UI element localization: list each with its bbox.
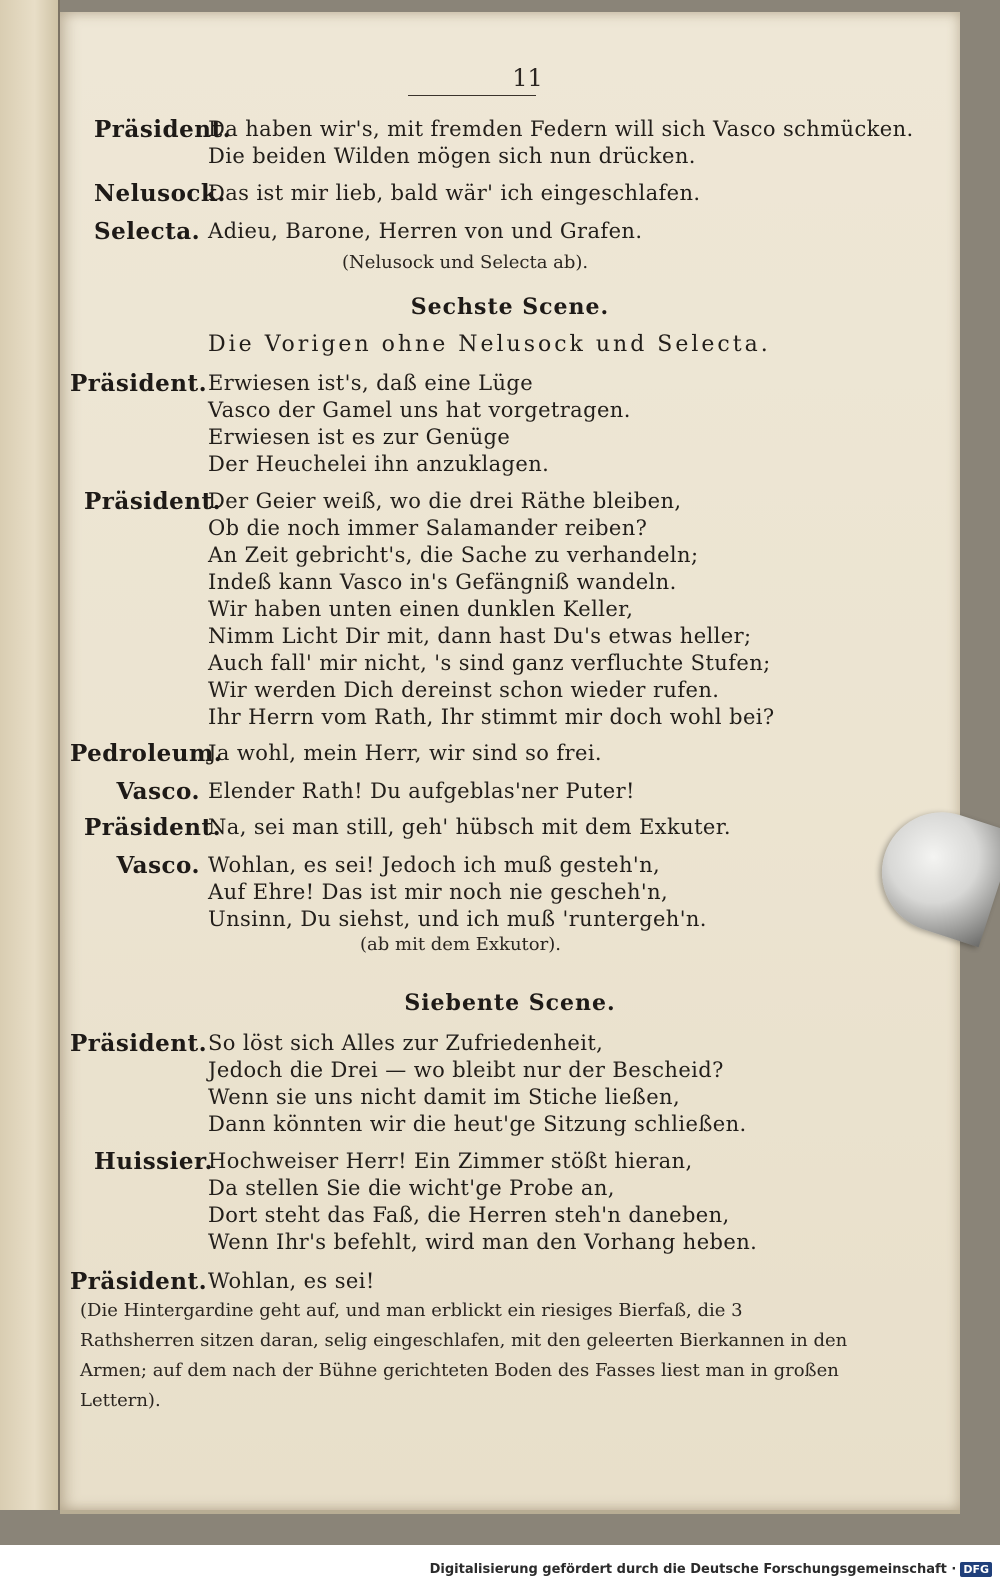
speaker-name: Selecta. bbox=[94, 218, 201, 245]
stage-direction: (Nelusock und Selecta ab). bbox=[342, 252, 589, 273]
dialogue-line: Elender Rath! Du aufgeblas'ner Puter! bbox=[208, 779, 635, 803]
dialogue-line: Erwiesen ist's, daß eine Lüge bbox=[208, 371, 534, 395]
dialogue-line: Indeß kann Vasco in's Gefängniß wandeln. bbox=[208, 570, 677, 594]
dialogue-lines bbox=[208, 218, 642, 245]
dialogue-line: An Zeit gebricht's, die Sache zu verhandeln; bbox=[208, 543, 699, 567]
speaker-name: Präsident. bbox=[84, 488, 222, 515]
scene-heading: Sechste Scene. bbox=[410, 294, 610, 320]
page-number-rule bbox=[408, 95, 536, 96]
dialogue-line: Ja wohl, mein Herr, wir sind so frei. bbox=[208, 741, 603, 765]
dialogue-lines bbox=[208, 778, 635, 805]
dialogue-lines bbox=[208, 116, 914, 170]
dialogue-line: Das ist mir lieb, bald wär' ich eingeschlafen. bbox=[208, 181, 701, 205]
dialogue-lines bbox=[208, 852, 707, 933]
dialogue-line: Dort steht das Faß, die Herren steh'n daneben, bbox=[208, 1203, 730, 1227]
speaker-name: Präsident. bbox=[70, 1268, 208, 1295]
dialogue-line: Da haben wir's, mit fremden Federn will sich Vasco schmücken. bbox=[208, 117, 914, 141]
dialogue-line: Ob die noch immer Salamander reiben? bbox=[208, 516, 648, 540]
dialogue-line: Wir werden Dich dereinst schon wieder rufen. bbox=[208, 678, 720, 702]
page-number: 11 bbox=[512, 64, 543, 92]
left-page-edge bbox=[0, 0, 60, 1510]
dialogue-line: Wohlan, es sei! bbox=[208, 1269, 375, 1293]
dialogue-line: Der Geier weiß, wo die drei Räthe bleiben, bbox=[208, 489, 682, 513]
speaker-name: Präsident. bbox=[84, 814, 222, 841]
dialogue-lines bbox=[208, 488, 775, 731]
footer-credit bbox=[430, 1562, 992, 1577]
speaker-name: Huissier. bbox=[94, 1148, 213, 1175]
speaker-name: Präsident. bbox=[70, 1030, 208, 1057]
dialogue-line: Auch fall' mir nicht, 's sind ganz verfluchte Stufen; bbox=[208, 651, 771, 675]
dialogue-lines bbox=[208, 740, 602, 767]
speaker-name: Vasco. bbox=[116, 778, 200, 805]
dialogue-line: Erwiesen ist es zur Genüge bbox=[208, 425, 511, 449]
dialogue-lines bbox=[208, 1030, 747, 1138]
dialogue-line: Da stellen Sie die wicht'ge Probe an, bbox=[208, 1176, 615, 1200]
speaker-name: Präsident. bbox=[70, 370, 208, 397]
dialogue-lines bbox=[208, 180, 701, 207]
dialogue-line: Dann könnten wir die heut'ge Sitzung schließen. bbox=[208, 1112, 747, 1136]
dialogue-line: Adieu, Barone, Herren von und Grafen. bbox=[208, 219, 643, 243]
dialogue-line: Die beiden Wilden mögen sich nun drücken. bbox=[208, 144, 696, 168]
dialogue-lines bbox=[208, 814, 731, 841]
dialogue-line: Wenn Ihr's befehlt, wird man den Vorhang heben. bbox=[208, 1230, 758, 1254]
dialogue-lines bbox=[208, 1148, 757, 1256]
speaker-name: Präsident. bbox=[94, 116, 232, 143]
dialogue-line: Wohlan, es sei! Jedoch ich muß gesteh'n, bbox=[208, 853, 661, 877]
dialogue-line: Wir haben unten einen dunklen Keller, bbox=[208, 597, 634, 621]
dialogue-lines bbox=[208, 1268, 375, 1295]
dialogue-lines bbox=[208, 370, 631, 478]
scene-subheading: Die Vorigen ohne Nelusock und Selecta. bbox=[208, 332, 771, 357]
dialogue-line: Jedoch die Drei — wo bleibt nur der Bescheid? bbox=[208, 1058, 724, 1082]
stage-direction-block: (Die Hintergardine geht auf, und man erblickt ein riesiges Bierfaß, die 3 Rathsherren sitzen daran, selig eingeschlafen, mit den geleerten Bierkannen in den Armen; auf dem nach der Bühne gerichteten Boden des Fasses liest man in großen Lettern). bbox=[80, 1300, 848, 1411]
dialogue-line: Ihr Herrn vom Rath, Ihr stimmt mir doch wohl bei? bbox=[208, 705, 775, 729]
dialogue-line: Nimm Licht Dir mit, dann hast Du's etwas heller; bbox=[208, 624, 752, 648]
dialogue-line: Hochweiser Herr! Ein Zimmer stößt hieran, bbox=[208, 1149, 693, 1173]
footer-text: Digitalisierung gefördert durch die Deutsche Forschungsgemeinschaft · bbox=[429, 1562, 957, 1577]
book-page bbox=[60, 12, 960, 1514]
stage-direction: (ab mit dem Exkutor). bbox=[360, 934, 561, 955]
dialogue-line: Na, sei man still, geh' hübsch mit dem Exkuter. bbox=[208, 815, 731, 839]
dialogue-line: So löst sich Alles zur Zufriedenheit, bbox=[208, 1031, 604, 1055]
dfg-logo: DFG bbox=[960, 1562, 992, 1577]
dialogue-line: Unsinn, Du siehst, und ich muß 'runtergeh'n. bbox=[208, 907, 707, 931]
dialogue-line: Auf Ehre! Das ist mir noch nie gescheh'n, bbox=[208, 880, 669, 904]
speaker-name: Nelusock. bbox=[94, 180, 226, 207]
dialogue-line: Der Heuchelei ihn anzuklagen. bbox=[208, 452, 550, 476]
scene-heading: Siebente Scene. bbox=[404, 990, 616, 1016]
speaker-name: Pedroleum. bbox=[70, 740, 223, 767]
dialogue-line: Vasco der Gamel uns hat vorgetragen. bbox=[208, 398, 631, 422]
dialogue-line: Wenn sie uns nicht damit im Stiche ließen, bbox=[208, 1085, 681, 1109]
speaker-name: Vasco. bbox=[116, 852, 200, 879]
